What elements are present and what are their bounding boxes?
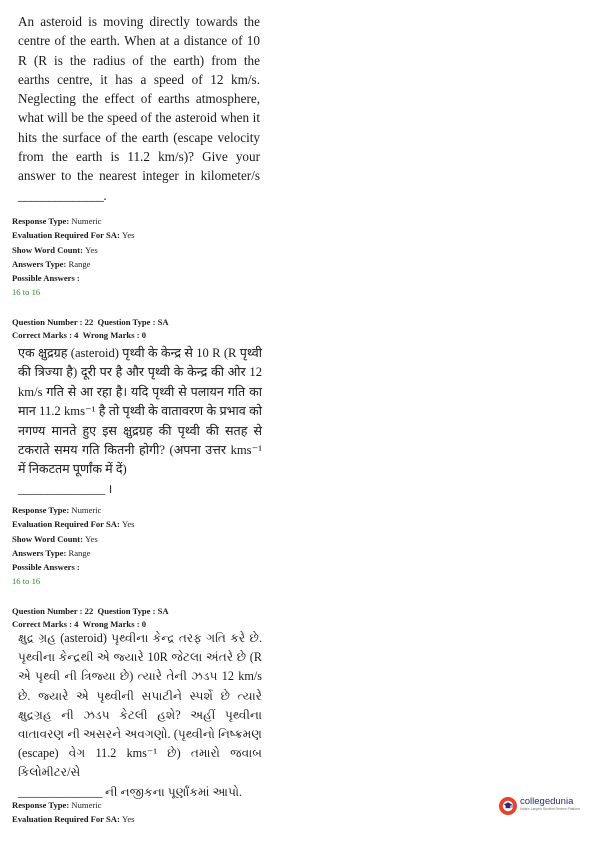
- question-number: Question Number : 22: [12, 606, 94, 616]
- word-count-label: Show Word Count:: [12, 244, 83, 255]
- response-type-label: Response Type:: [12, 800, 70, 810]
- response-type-value: Numeric: [71, 800, 102, 810]
- question-english-body: An asteroid is moving directly towards the centre of the earth. When at a distance of 10 R (R is the radius of the earth) from the earths centre, it has a speed of 12 km/s. Neglecting the effect of earths atmosphere, what will be the speed of the asteroid when it hits the surface of the earth (escape velocity from the earth is 11.2 km/s)? Give your answer to the nearest integer in kilometer/s: [18, 14, 260, 184]
- correct-marks: Correct Marks : 4: [12, 619, 79, 629]
- possible-answers-value: 16 to 16: [12, 287, 41, 298]
- response-meta-block: [12, 798, 135, 827]
- question-text-english: [18, 12, 260, 205]
- response-type-label: Response Type:: [12, 505, 70, 515]
- evaluation-value: Yes: [122, 814, 135, 825]
- response-type-label: Response Type:: [12, 216, 70, 226]
- word-count-value: Yes: [85, 244, 98, 255]
- answer-blank: _______________ ।: [18, 481, 112, 496]
- possible-answers-value: 16 to 16: [12, 576, 41, 587]
- answers-type-label: Answers Type:: [12, 547, 67, 558]
- response-type-value: Numeric: [71, 505, 102, 515]
- question-text-hindi: [18, 344, 262, 499]
- answer-blank: _______________: [18, 784, 102, 799]
- collegedunia-logo-icon: [498, 796, 518, 816]
- question-header-gujarati: [12, 605, 169, 631]
- possible-answers-label: Possible Answers :: [12, 562, 80, 573]
- evaluation-label: Evaluation Required For SA:: [12, 814, 120, 825]
- answers-type-value: Range: [68, 547, 91, 558]
- possible-answers-label: Possible Answers :: [12, 273, 80, 284]
- question-header-hindi: [12, 316, 169, 342]
- question-type: Question Type : SA: [97, 317, 169, 327]
- question-type: Question Type : SA: [97, 606, 169, 616]
- response-meta-block: [12, 503, 135, 589]
- word-count-value: Yes: [85, 533, 98, 544]
- question-gujarati-body: ક્ષુદ્ર ગ્રહ (asteroid) પૃથ્વીના કેન્દ્ર તરફ ગતિ કરે છે. પૃથ્વીના કેન્દ્રથી એ જ્યારે 10R જેટલા અંતરે છે (R એ પૃથ્વી ની ત્રિજ્યા છે) ત્યારે તેની ઝડપ 12 km/s છે. જ્યારે એ પૃથ્વીની સપાટીને સ્પર્શે છે ત્યારે ક્ષુદ્રગ્રહ ની ઝડપ કેટલી હશે? અહીં પૃથ્વીના વાતાવરણ ની અસરને અવગણો. (પૃથ્વીનો નિષ્ક્રમણ (escape) વેગ 11.2 kms⁻¹ છે) તમારો જવાબ કિલોમીટર/સે: [18, 631, 262, 780]
- logo-tagline: India's Largest Student Review Platform: [520, 807, 581, 811]
- evaluation-label: Evaluation Required For SA:: [12, 519, 120, 530]
- response-meta-block: [12, 214, 135, 300]
- evaluation-value: Yes: [122, 519, 135, 530]
- word-count-label: Show Word Count:: [12, 533, 83, 544]
- answers-type-label: Answers Type:: [12, 258, 67, 269]
- collegedunia-logo: [498, 796, 590, 822]
- response-type-value: Numeric: [71, 216, 102, 226]
- correct-marks: Correct Marks : 4: [12, 330, 79, 340]
- logo-wordmark: collegedunia: [520, 796, 574, 807]
- wrong-marks: Wrong Marks : 0: [82, 330, 146, 340]
- question-number: Question Number : 22: [12, 317, 94, 327]
- wrong-marks: Wrong Marks : 0: [82, 619, 146, 629]
- evaluation-label: Evaluation Required For SA:: [12, 230, 120, 241]
- question-gujarati-tail: ની નજીકના પૂર્ણાંકમાં આપો.: [104, 784, 243, 799]
- question-text-gujarati: [18, 629, 262, 802]
- answers-type-value: Range: [68, 258, 91, 269]
- answer-blank: ______________.: [18, 187, 107, 203]
- question-hindi-body: एक क्षुद्रग्रह (asteroid) पृथ्वी के केन्द्र से 10 R (R पृथ्वी की त्रिज्या है) दूरी पर है और पृथ्वी के केन्द्र की ओर 12 km/s गति से आ रहा है। यदि पृथ्वी से पलायन गति का मान 11.2 kms⁻¹ है तो पृथ्वी के वातावरण के प्रभाव को नगण्य मानते हुए इस क्षुद्रग्रह की पृथ्वी की सतह से टकराते समय गति कितनी होगी? (अपना उत्तर kms⁻¹ में निकटतम पूर्णांक में दें): [18, 346, 262, 477]
- evaluation-value: Yes: [122, 230, 135, 241]
